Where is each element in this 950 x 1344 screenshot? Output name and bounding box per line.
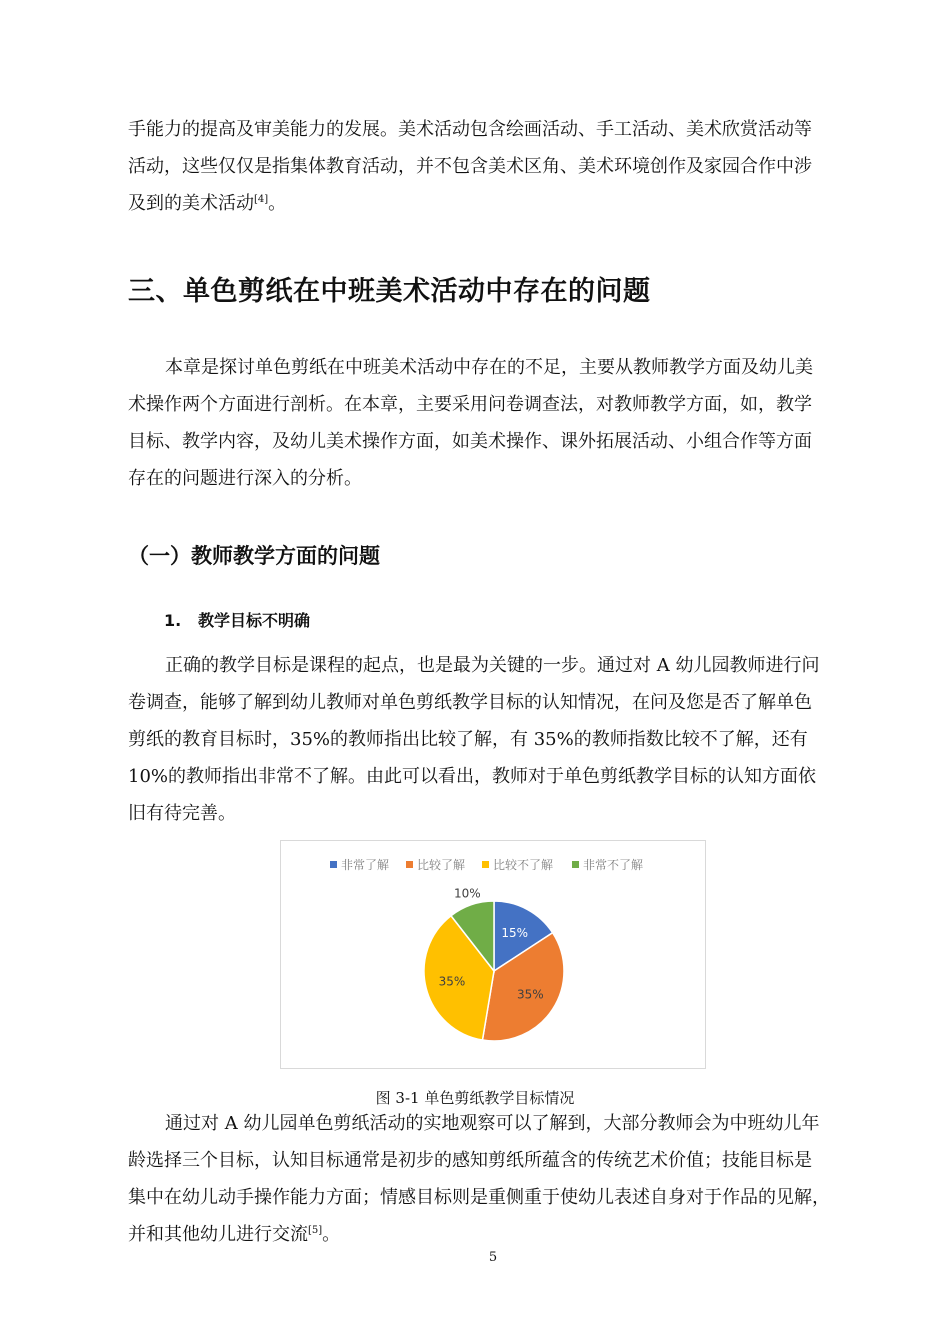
- citation-ref[interactable]: [5]: [308, 1225, 323, 1236]
- subsection-title: 教学目标不明确: [198, 611, 311, 630]
- paragraph-line: 活动，这些仅仅是指集体教育活动，并不包含美术区角、美术环境创作及家园合作中涉: [128, 156, 812, 177]
- chapter-heading: 三、单色剪纸在中班美术活动中存在的问题: [128, 276, 651, 307]
- paragraph-tail: 。: [322, 1224, 341, 1245]
- observation-paragraph: [128, 1105, 860, 1253]
- paragraph-line: 通过对 A 幼儿园单色剪纸活动的实地观察可以了解到，大部分教师会为中班幼儿年: [165, 1113, 820, 1134]
- paragraph-tail: 。: [268, 193, 287, 214]
- paragraph-line: 及到的美术活动: [128, 193, 254, 214]
- legend-label: 比较不了解: [493, 858, 554, 872]
- legend-label: 非常了解: [341, 858, 390, 872]
- legend-label: 比较了解: [417, 858, 466, 872]
- paragraph-line: 10%的教师指出非常不了解。由此可以看出，教师对于单色剪纸教学目标的认知方面依: [128, 766, 817, 787]
- paragraph-line: 存在的问题进行深入的分析。: [128, 468, 362, 489]
- page-number: 5: [488, 1250, 498, 1265]
- data-label: 15%: [501, 925, 528, 940]
- paragraph-line: 正确的教学目标是课程的起点，也是最为关键的一步。通过对 A 幼儿园教师进行问: [165, 655, 820, 676]
- legend-swatch: [572, 861, 579, 868]
- goal-paragraph: [128, 647, 860, 832]
- paragraph-line: 剪纸的教育目标时，35%的教师指出比较了解，有 35%的教师指数比较不了解，还有: [128, 729, 808, 750]
- legend-swatch: [482, 861, 489, 868]
- continued-paragraph: [128, 111, 860, 222]
- paragraph-line: 手能力的提高及审美能力的发展。美术活动包含绘画活动、手工活动、美术欣赏活动等: [128, 119, 812, 140]
- paragraph-line: 目标、教学内容，及幼儿美术操作方面，如美术操作、课外拓展活动、小组合作等方面: [128, 431, 812, 452]
- subsection-number: 1.: [164, 611, 182, 630]
- figure-caption: 图 3-1 单色剪纸教学目标情况: [375, 1089, 575, 1107]
- data-label: 10%: [454, 886, 481, 901]
- subsection-heading: [164, 607, 310, 635]
- legend-swatch: [330, 861, 337, 868]
- paragraph-line: 并和其他幼儿进行交流: [128, 1224, 308, 1245]
- paragraph-line: 本章是探讨单色剪纸在中班美术活动中存在的不足，主要从教师教学方面及幼儿美: [165, 357, 813, 378]
- paragraph-line: 龄选择三个目标，认知目标通常是初步的感知剪纸所蕴含的传统艺术价值；技能目标是: [128, 1150, 812, 1171]
- intro-paragraph: [128, 349, 860, 497]
- citation-ref[interactable]: [4]: [254, 194, 269, 205]
- paragraph-line: 卷调查，能够了解到幼儿教师对单色剪纸教学目标的认知情况，在问及您是否了解单色: [128, 692, 812, 713]
- pie-chart-figure: [280, 840, 706, 1069]
- legend-label: 非常不了解: [583, 858, 644, 872]
- legend-swatch: [406, 861, 413, 868]
- pie-chart: [281, 841, 707, 1070]
- paragraph-line: 术操作两个方面进行剖析。在本章，主要采用问卷调查法，对教师教学方面，如，教学: [128, 394, 812, 415]
- section-heading: （一）教师教学方面的问题: [128, 544, 380, 568]
- data-label: 35%: [516, 987, 544, 1002]
- data-label: 35%: [438, 974, 466, 989]
- paragraph-line: 旧有待完善。: [128, 803, 236, 824]
- paragraph-line: 集中在幼儿动手操作能力方面；情感目标则是重侧重于使幼儿表述自身对于作品的见解，: [128, 1187, 830, 1208]
